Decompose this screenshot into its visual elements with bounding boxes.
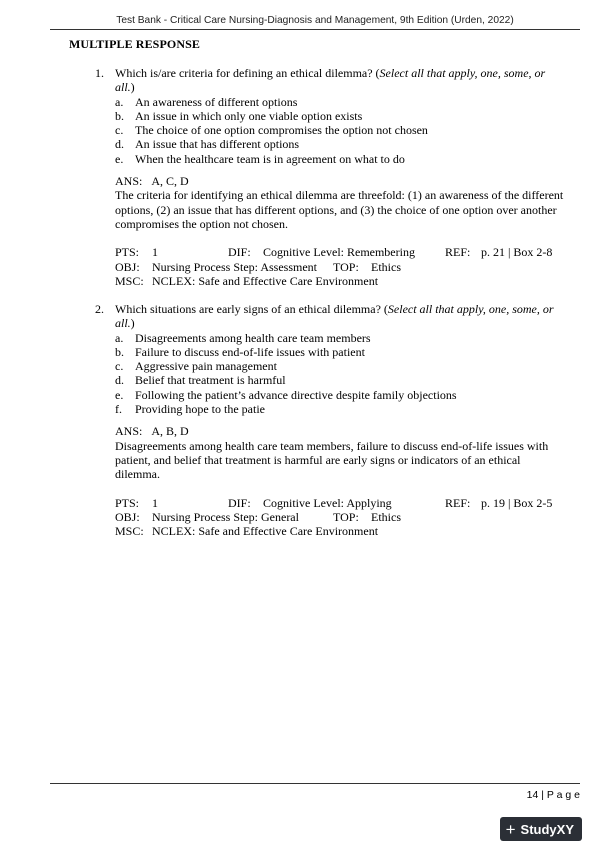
question-text: Which is/are criteria for defining an ethical dilemma? (	[115, 66, 380, 80]
option-letter: a.	[115, 330, 124, 345]
obj-label: OBJ:	[115, 509, 140, 524]
pts-label: PTS:	[115, 245, 140, 260]
top-value: Ethics	[371, 259, 401, 274]
answer-block	[95, 424, 567, 481]
option-text: When the healthcare team is in agreement on what to do	[135, 151, 405, 166]
option-letter: f.	[115, 402, 122, 417]
option-text: Aggressive pain management	[135, 359, 277, 374]
ref-value: p. 21 | Box 2-8	[481, 245, 553, 260]
option-list	[95, 95, 567, 166]
question-text: Which situations are early signs of an ethical dilemma? (	[115, 302, 388, 316]
option-letter: e.	[115, 387, 124, 402]
question-instruction: Select all that apply, one, some, or all.	[115, 302, 554, 331]
answer-label: ANS:	[115, 424, 143, 439]
option-letter: a.	[115, 94, 124, 109]
question-2	[95, 302, 567, 538]
pts-value: 1	[152, 245, 158, 260]
option-letter: c.	[115, 359, 124, 374]
option-letter: b.	[115, 108, 124, 123]
option-list	[95, 331, 567, 417]
option-e	[115, 388, 567, 402]
pts-value: 1	[152, 495, 158, 510]
footer-divider	[50, 783, 580, 784]
msc-label: MSC:	[115, 524, 144, 539]
option-b	[115, 345, 567, 359]
question-stem	[95, 66, 567, 95]
obj-value: Nursing Process Step: General	[152, 509, 299, 524]
question-1	[95, 66, 567, 288]
option-text: Failure to discuss end-of-life issues with patient	[135, 344, 365, 359]
answer-block	[95, 174, 567, 231]
option-a	[115, 331, 567, 345]
answer-value: A, C, D	[151, 174, 189, 189]
option-f	[115, 402, 567, 416]
header-divider	[50, 29, 580, 30]
obj-label: OBJ:	[115, 259, 140, 274]
answer-line	[115, 174, 567, 188]
option-d	[115, 137, 567, 151]
section-title: MULTIPLE RESPONSE	[69, 37, 200, 51]
option-d	[115, 373, 567, 387]
logo-text: StudyXY	[520, 821, 574, 837]
meta-row-pts	[115, 496, 567, 510]
option-e	[115, 152, 567, 166]
ref-label: REF:	[445, 495, 471, 510]
option-text: The choice of one option compromises the option not chosen	[135, 123, 428, 138]
answer-label: ANS:	[115, 174, 143, 189]
meta-row-msc	[115, 274, 567, 288]
document-header: Test Bank - Critical Care Nursing-Diagnosis and Management, 9th Edition (Urden, 2022)	[116, 15, 514, 26]
answer-line	[115, 424, 567, 438]
question-number: 2.	[95, 302, 104, 316]
rationale: Disagreements among health care team members, failure to discuss end-of-life issues with patient, and belief that treatment is harmful are early signs or indicators of an ethical dilemma.	[115, 438, 549, 482]
ref-label: REF:	[445, 245, 471, 260]
question-instruction: Select all that apply, one, some, or all.	[115, 66, 546, 95]
msc-label: MSC:	[115, 273, 144, 288]
meta-row-pts	[115, 245, 567, 259]
option-text: An issue that has different options	[135, 137, 300, 152]
option-letter: c.	[115, 123, 124, 138]
dif-value: Cognitive Level: Remembering	[263, 245, 415, 260]
question-text-end: )	[130, 80, 135, 95]
ref-value: p. 19 | Box 2-5	[481, 495, 553, 510]
option-c	[115, 359, 567, 373]
option-text: Following the patient’s advance directive despite family objections	[135, 387, 457, 402]
msc-value: NCLEX: Safe and Effective Care Environment	[152, 524, 379, 539]
question-metadata	[95, 245, 567, 288]
studyxy-logo[interactable]	[500, 817, 582, 841]
option-a	[115, 95, 567, 109]
dif-label: DIF:	[228, 245, 251, 260]
top-value: Ethics	[371, 509, 401, 524]
option-letter: e.	[115, 151, 124, 166]
option-text: An issue in which only one viable option exists	[135, 108, 363, 123]
question-number: 1.	[95, 66, 104, 80]
option-letter: d.	[115, 137, 124, 152]
dif-label: DIF:	[228, 495, 251, 510]
meta-row-obj	[115, 510, 567, 524]
rationale: The criteria for identifying an ethical dilemma are threefold: (1) an awareness of the different options, (2) an issue that has different options, and (3) the choice of one option over another compromises the option not chosen.	[115, 188, 564, 231]
option-text: An awareness of different options	[135, 94, 298, 109]
question-stem	[95, 302, 567, 331]
meta-row-msc	[115, 524, 567, 538]
meta-row-obj	[115, 260, 567, 274]
option-letter: d.	[115, 373, 124, 388]
option-text: Belief that treatment is harmful	[135, 373, 286, 388]
msc-value: NCLEX: Safe and Effective Care Environment	[152, 273, 379, 288]
top-label: TOP:	[333, 509, 359, 524]
plus-icon: +	[505, 819, 516, 839]
dif-value: Cognitive Level: Applying	[263, 495, 392, 510]
page-number: 14 | P a g e	[526, 789, 580, 801]
question-metadata	[95, 496, 567, 539]
option-letter: b.	[115, 344, 124, 359]
pts-label: PTS:	[115, 495, 140, 510]
option-b	[115, 109, 567, 123]
option-text: Providing hope to the patie	[135, 402, 265, 417]
option-c	[115, 123, 567, 137]
obj-value: Nursing Process Step: Assessment	[152, 259, 317, 274]
question-text-end: )	[130, 316, 135, 331]
answer-value: A, B, D	[151, 424, 189, 439]
option-text: Disagreements among health care team members	[135, 330, 371, 345]
top-label: TOP:	[333, 259, 359, 274]
